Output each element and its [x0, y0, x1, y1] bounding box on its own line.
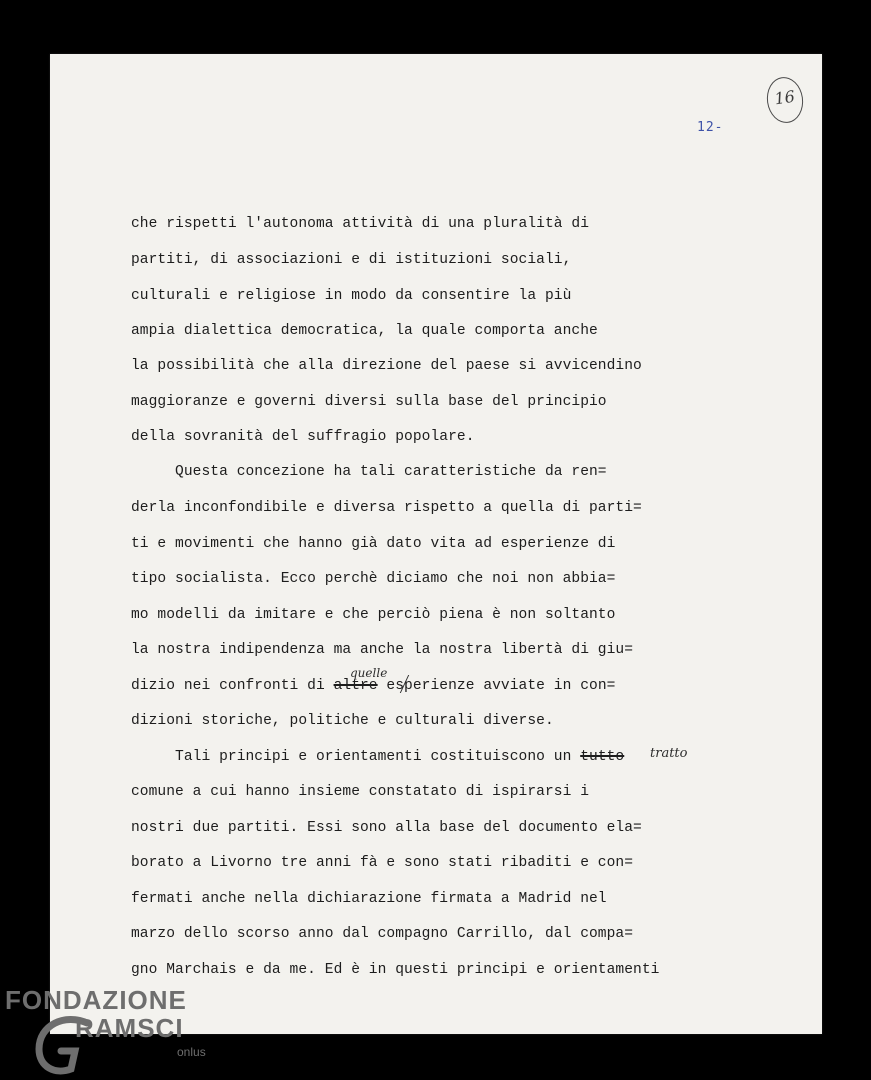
fondazione-gramsci-watermark	[5, 985, 225, 1080]
text-line: comune a cui hanno insieme constatato di ispirarsi i	[131, 784, 589, 800]
text-line: tipo socialista. Ecco perchè diciamo che noi non abbia=	[131, 571, 616, 587]
text-line: ti e movimenti che hanno già dato vita ad esperienze di	[131, 536, 616, 552]
watermark-line2: RAMSCI	[75, 1013, 184, 1043]
folio-number: 16	[773, 86, 797, 109]
text-line: la possibilità che alla direzione del paese si avvicendino	[131, 358, 642, 374]
page-number: 12-	[697, 120, 724, 135]
handwritten-insert: quelle	[350, 666, 388, 680]
text-line: nostri due partiti. Essi sono alla base del documento ela=	[131, 820, 642, 836]
text-line: derla inconfondibile e diversa rispetto a quella di parti=	[131, 500, 642, 516]
handwritten-insert: tratto	[650, 746, 688, 761]
text-line: gno Marchais e da me. Ed è in questi principi e orientamenti	[131, 962, 660, 978]
watermark-suffix: onlus	[177, 1045, 206, 1059]
text-line: borato a Livorno tre anni fà e sono stati ribaditi e con=	[131, 855, 634, 871]
struck-word: altre	[333, 678, 378, 694]
text-line: la nostra indipendenza ma anche la nostra libertà di giu=	[131, 642, 634, 658]
struck-word: tutto	[580, 749, 625, 765]
text-line: partiti, di associazioni e di istituzioni sociali,	[131, 252, 572, 268]
text-line	[131, 678, 615, 694]
text-line: marzo dello scorso anno dal compagno Carrillo, dal compa=	[131, 926, 634, 942]
text-line	[131, 749, 624, 765]
text-line: fermati anche nella dichiarazione firmata a Madrid nel	[131, 891, 607, 907]
watermark-line1: FONDAZIONE	[5, 985, 187, 1015]
text-line: ampia dialettica democratica, la quale comporta anche	[131, 323, 598, 339]
text-line: maggioranze e governi diversi sulla base del principio	[131, 394, 607, 410]
text-fragment: dizio nei confronti di	[131, 678, 334, 694]
text-fragment: Tali principi e orientamenti costituiscono un	[131, 749, 581, 765]
text-line: dizioni storiche, politiche e culturali diverse.	[131, 713, 554, 729]
text-line: della sovranità del suffragio popolare.	[131, 429, 475, 445]
text-line: culturali e religiose in modo da consentire la più	[131, 288, 572, 304]
text-line: che rispetti l'autonoma attività di una pluralità di	[131, 216, 589, 232]
text-fragment: esperienze avviate in con=	[377, 678, 616, 694]
text-line: Questa concezione ha tali caratteristiche da ren=	[131, 464, 607, 480]
text-line: mo modelli da imitare e che perciò piena è non soltanto	[131, 607, 616, 623]
